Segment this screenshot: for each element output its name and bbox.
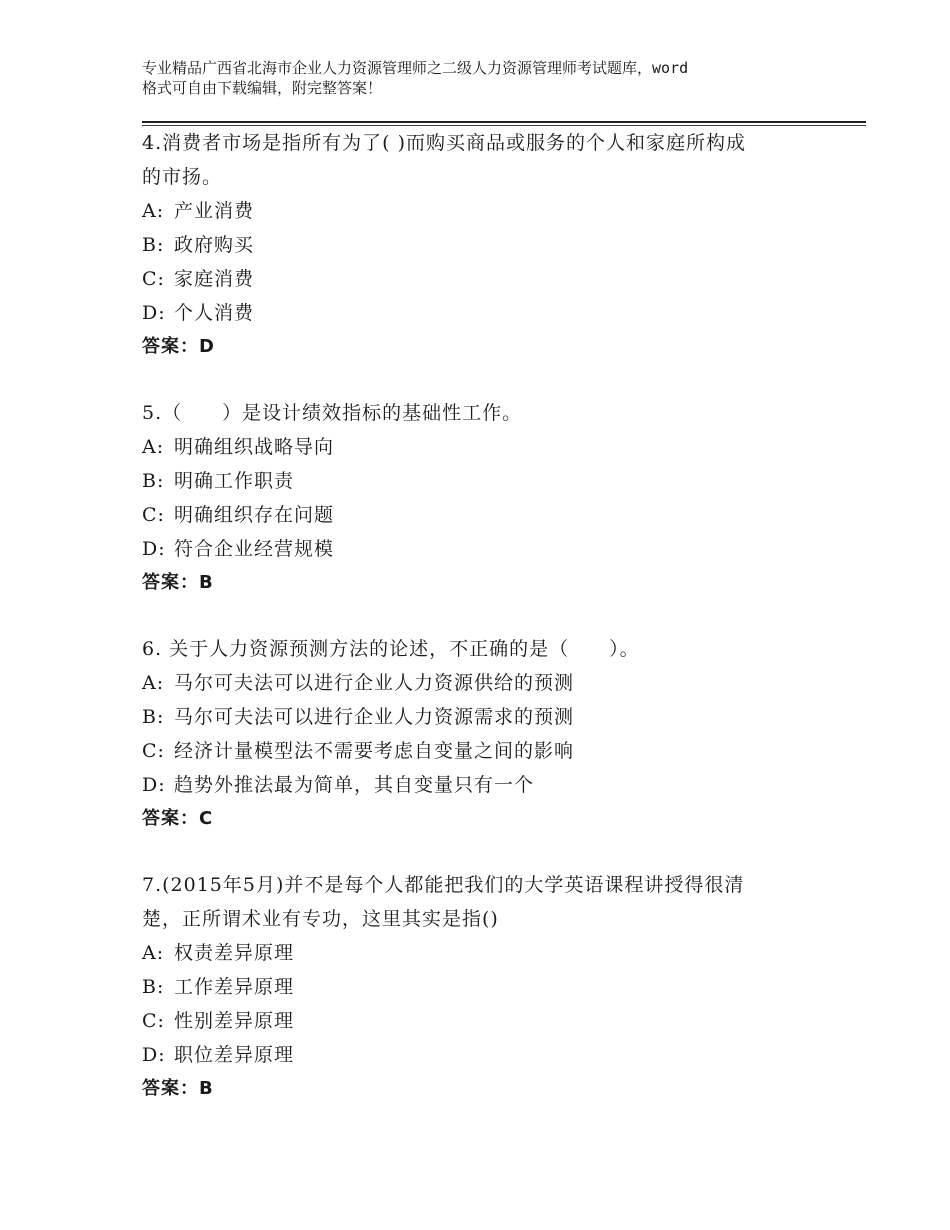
option-text: 马尔可夫法可以进行企业人力资源供给的预测 (174, 672, 575, 694)
question-stem-line: 7.(2015年5月)并不是每个人都能把我们的大学英语课程讲授得很清 (142, 874, 745, 896)
option-key: A: (142, 200, 165, 222)
question-stem (142, 126, 842, 194)
option-text: 个人消费 (174, 302, 255, 324)
option-key: A: (142, 942, 165, 964)
question-item (142, 632, 842, 836)
option-a (142, 194, 842, 228)
option-b (142, 464, 842, 498)
question-stem-line: 楚，正所谓术业有专功，这里其实是指() (142, 908, 499, 930)
option-key: D: (142, 774, 166, 796)
option-d (142, 768, 842, 802)
option-b (142, 228, 842, 262)
question-stem-line: 的市扬。 (142, 166, 223, 188)
option-text: 经济计量模型法不需要考虑自变量之间的影响 (174, 740, 575, 762)
document-header (142, 58, 842, 98)
question-item (142, 868, 842, 1106)
header-title-line-1: 专业精品广西省北海市企业人力资源管理师之二级人力资源管理师考试题库，word (142, 59, 689, 77)
answer-line: 答案：C (142, 808, 214, 829)
option-text: 产业消费 (174, 200, 255, 222)
option-text: 趋势外推法最为简单，其自变量只有一个 (174, 774, 535, 796)
question-item (142, 396, 842, 600)
question-stem-line: 4.消费者市场是指所有为了( )而购买商品或服务的个人和家庭所构成 (142, 132, 746, 154)
option-c (142, 734, 842, 768)
question-stem (142, 868, 842, 936)
option-key: C: (142, 1010, 165, 1032)
question-list (142, 126, 842, 1138)
option-key: B: (142, 470, 165, 492)
option-key: C: (142, 740, 165, 762)
option-text: 权责差异原理 (174, 942, 295, 964)
option-a (142, 666, 842, 700)
option-key: D: (142, 1044, 166, 1066)
option-key: D: (142, 302, 166, 324)
option-c (142, 262, 842, 296)
option-text: 符合企业经营规模 (174, 538, 335, 560)
option-text: 明确组织存在问题 (174, 504, 335, 526)
option-key: D: (142, 538, 166, 560)
option-c (142, 498, 842, 532)
option-text: 明确工作职责 (174, 470, 295, 492)
option-d (142, 296, 842, 330)
answer-line: 答案：B (142, 572, 214, 593)
option-text: 政府购买 (174, 234, 255, 256)
option-a (142, 936, 842, 970)
option-a (142, 430, 842, 464)
option-text: 家庭消费 (174, 268, 255, 290)
header-title-line-2: 格式可自由下载编辑，附完整答案！ (142, 79, 383, 97)
answer-line: 答案：B (142, 1078, 214, 1099)
option-b (142, 970, 842, 1004)
question-item (142, 126, 842, 364)
option-text: 工作差异原理 (174, 976, 295, 998)
option-text: 职位差异原理 (174, 1044, 295, 1066)
option-c (142, 1004, 842, 1038)
option-d (142, 1038, 842, 1072)
answer-line: 答案：D (142, 336, 215, 357)
option-key: A: (142, 672, 165, 694)
option-key: B: (142, 706, 165, 728)
option-text: 马尔可夫法可以进行企业人力资源需求的预测 (174, 706, 575, 728)
option-text: 明确组织战略导向 (174, 436, 335, 458)
question-stem-line: 6. 关于人力资源预测方法的论述，不正确的是（ ）。 (142, 638, 640, 660)
header-divider-thick (142, 121, 866, 123)
option-b (142, 700, 842, 734)
option-key: B: (142, 976, 165, 998)
option-key: A: (142, 436, 165, 458)
question-stem (142, 632, 842, 666)
option-key: C: (142, 268, 165, 290)
option-key: B: (142, 234, 165, 256)
option-key: C: (142, 504, 165, 526)
question-stem-line: 5.（ ）是设计绩效指标的基础性工作。 (142, 402, 523, 424)
option-text: 性别差异原理 (174, 1010, 295, 1032)
option-d (142, 532, 842, 566)
question-stem (142, 396, 842, 430)
